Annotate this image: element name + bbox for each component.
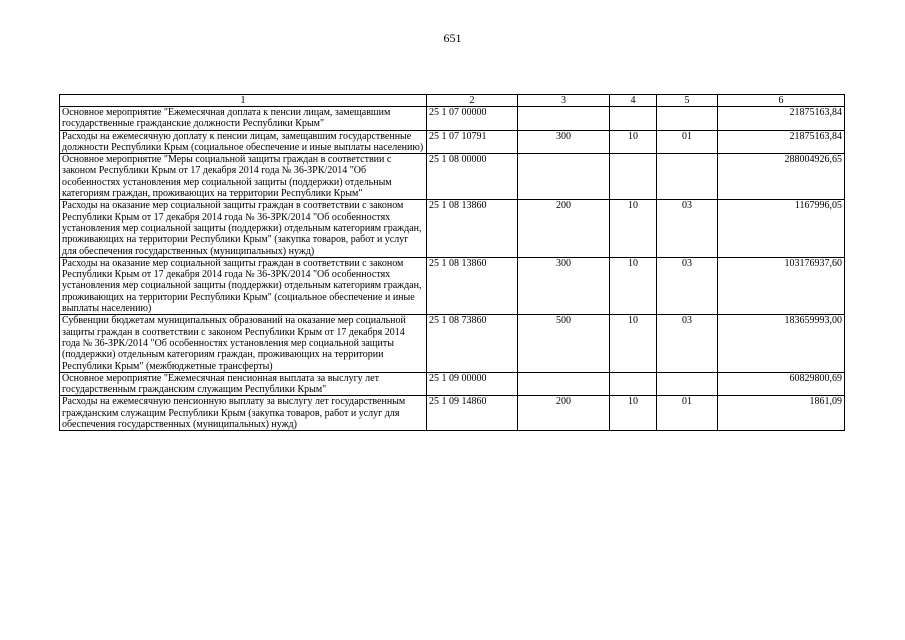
row-subsection: 03 [657,257,718,314]
row-name: Основное мероприятие "Ежемесячная доплата к пенсии лицам, замещавшим государственные гражданские должности Республики Крым" [60,107,427,131]
column-header: 2 [427,95,518,107]
row-amount: 1167996,05 [718,200,845,257]
row-subsection: 03 [657,315,718,372]
table-row [60,200,845,257]
table-row [60,154,845,200]
row-name: Расходы на оказание мер социальной защиты граждан в соответствии с законом Республики Крым от 17 декабря 2014 года № 36-ЗРК/2014 "Об особенностях установления мер социальной защиты (поддержки) отдельным категориям граждан, проживающих на территории Республики Крым" (закупка товаров, работ и услуг для обеспечения государственных (муниципальных) нужд) [60,200,427,257]
table-body [60,107,845,431]
row-expense-type: 200 [518,396,610,431]
row-expense-type: 500 [518,315,610,372]
row-expense-type [518,107,610,131]
row-target-code: 25 1 07 10791 [427,130,518,154]
table-row [60,372,845,396]
row-expense-type: 300 [518,130,610,154]
budget-table [59,94,845,431]
row-amount: 288004926,65 [718,154,845,200]
column-header: 5 [657,95,718,107]
row-amount: 183659993,00 [718,315,845,372]
page-number: 651 [443,31,462,45]
row-name: Основное мероприятие "Ежемесячная пенсионная выплата за выслугу лет государственным гражданским служащим Республики Крым" [60,372,427,396]
row-amount: 21875163,84 [718,130,845,154]
row-name: Расходы на оказание мер социальной защиты граждан в соответствии с законом Республики Крым от 17 декабря 2014 года № 36-ЗРК/2014 "Об особенностях установления мер социальной защиты (поддержки) отдельным категориям граждан, проживающих на территории Республики Крым" (социальное обеспечение и иные выплаты населению) [60,257,427,314]
row-section: 10 [610,200,657,257]
row-target-code: 25 1 08 13860 [427,257,518,314]
row-target-code: 25 1 09 14860 [427,396,518,431]
table-row [60,396,845,431]
row-expense-type [518,154,610,200]
row-amount: 21875163,84 [718,107,845,131]
column-number-row [60,95,845,107]
row-expense-type [518,372,610,396]
row-section: 10 [610,257,657,314]
row-section [610,372,657,396]
row-amount: 103176937,60 [718,257,845,314]
row-target-code: 25 1 07 00000 [427,107,518,131]
table-row [60,315,845,372]
column-header: 4 [610,95,657,107]
table-row [60,130,845,154]
row-section: 10 [610,315,657,372]
table-row [60,257,845,314]
row-name: Расходы на ежемесячную пенсионную выплату за выслугу лет государственным гражданским служащим Республики Крым (закупка товаров, работ и услуг для обеспечения государственных (муниципальных) нужд) [60,396,427,431]
row-name: Субвенции бюджетам муниципальных образований на оказание мер социальной защиты граждан в соответствии с законом Республики Крым от 17 декабря 2014 года № 36-ЗРК/2014 "Об особенностях установления мер социальной защиты (поддержки) отдельным категориям граждан, проживающих на территории Республики Крым" (межбюджетные трансферты) [60,315,427,372]
row-subsection: 03 [657,200,718,257]
row-expense-type: 300 [518,257,610,314]
row-name: Расходы на ежемесячную доплату к пенсии лицам, замещавшим государственные должности Республики Крым (социальное обеспечение и иные выплаты населению) [60,130,427,154]
row-amount: 1861,09 [718,396,845,431]
row-target-code: 25 1 08 00000 [427,154,518,200]
row-subsection: 01 [657,130,718,154]
row-expense-type: 200 [518,200,610,257]
row-subsection [657,154,718,200]
row-subsection: 01 [657,396,718,431]
column-header: 1 [60,95,427,107]
table-row [60,107,845,131]
column-header: 6 [718,95,845,107]
row-target-code: 25 1 09 00000 [427,372,518,396]
row-section [610,107,657,131]
column-header: 3 [518,95,610,107]
row-subsection [657,372,718,396]
row-amount: 60829800,69 [718,372,845,396]
row-section: 10 [610,396,657,431]
row-target-code: 25 1 08 73860 [427,315,518,372]
row-subsection [657,107,718,131]
row-section [610,154,657,200]
row-target-code: 25 1 08 13860 [427,200,518,257]
row-name: Основное мероприятие "Меры социальной защиты граждан в соответствии с законом Республики Крым от 17 декабря 2014 года № 36-ЗРК/2014 "Об особенностях установления мер социальной защиты (поддержки) отдельным категориям граждан, проживающих на территории Республики Крым" [60,154,427,200]
row-section: 10 [610,130,657,154]
